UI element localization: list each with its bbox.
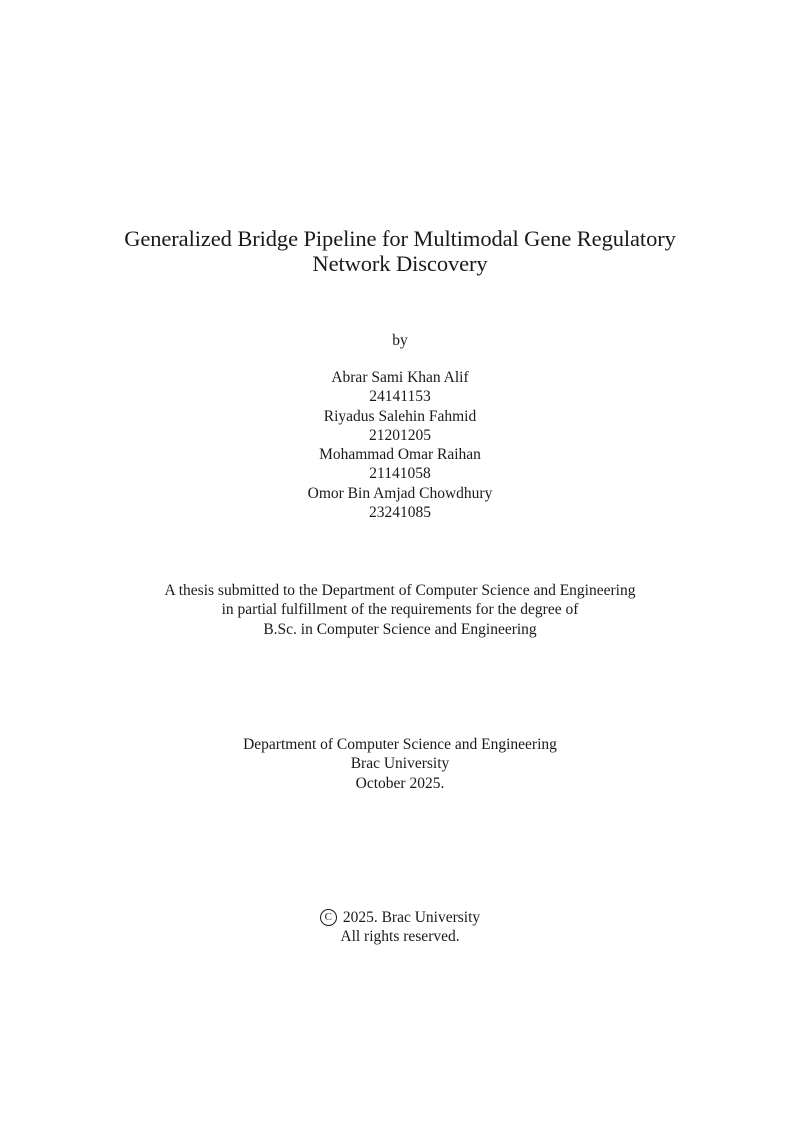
thesis-title-line-2: Network Discovery [312,251,488,276]
copyright-line [0,908,800,927]
thesis-title [0,226,800,276]
author-name: Omor Bin Amjad Chowdhury [307,484,493,502]
author-name: Mohammad Omar Raihan [319,446,481,464]
author-id: 23241085 [369,504,431,522]
submission-date: October 2025. [355,774,445,792]
copyright-icon: C [320,909,337,926]
by-label: by [392,332,408,349]
copyright-block [0,908,800,947]
copyright-text: 2025. Brac University [342,909,481,926]
rights-text: All rights reserved. [340,928,460,946]
submission-line-2: in partial fulfillment of the requirements for the degree of [221,601,579,619]
author-list [0,368,800,522]
thesis-title-line-1: Generalized Bridge Pipeline for Multimodal Gene Regulatory [124,226,676,251]
author-id: 24141153 [369,388,431,406]
author-name: Abrar Sami Khan Alif [331,369,469,386]
author-id: 21201205 [369,426,431,444]
author-id: 21141058 [369,465,431,483]
institution-block [0,735,800,793]
department-name: Department of Computer Science and Engineering [243,736,557,753]
university-name: Brac University [350,755,450,773]
submission-line-1: A thesis submitted to the Department of Computer Science and Engineering [164,582,636,599]
submission-statement [0,581,800,639]
submission-line-3: B.Sc. in Computer Science and Engineering [263,620,537,638]
author-name: Riyadus Salehin Fahmid [323,407,477,425]
